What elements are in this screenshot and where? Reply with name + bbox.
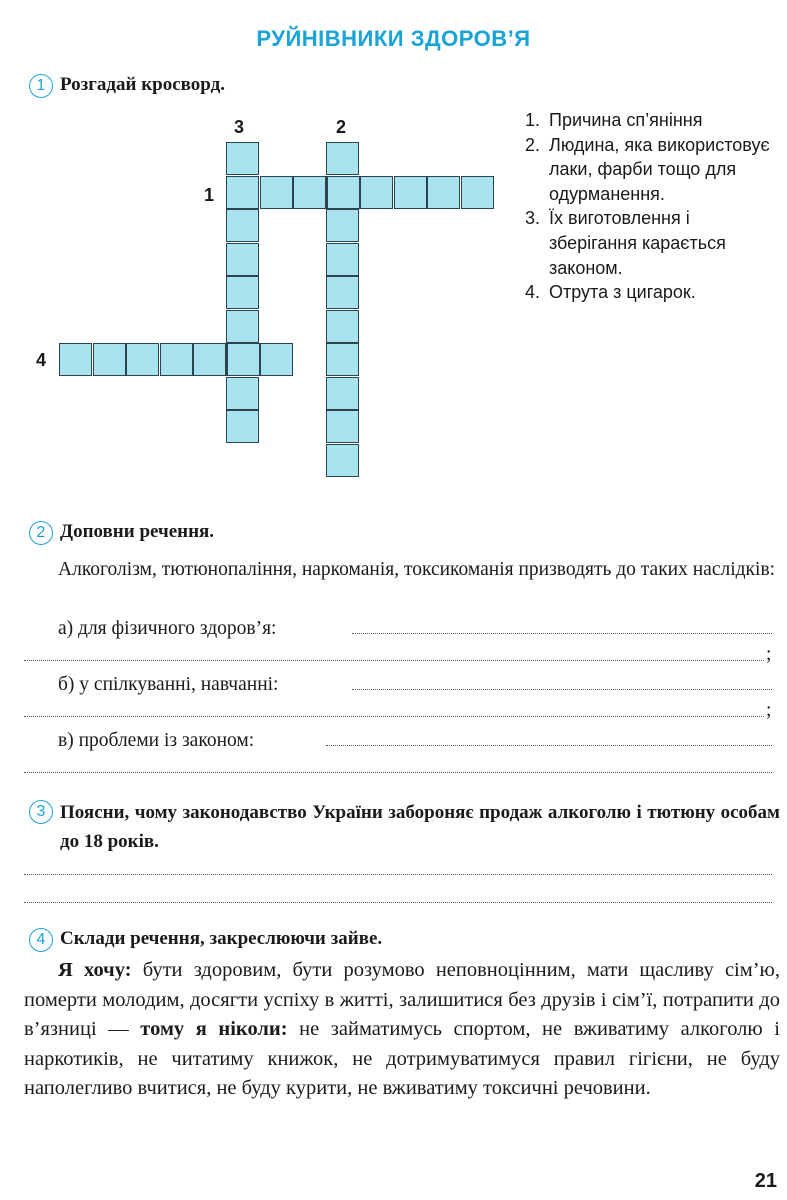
answer-line-c2[interactable]	[24, 772, 772, 773]
crossword-cell-word-3[interactable]	[226, 310, 259, 343]
task-4-lead-1: Я хочу:	[58, 959, 132, 981]
answer-line-3b[interactable]	[24, 902, 772, 903]
crossword-cell-word-2[interactable]	[326, 377, 359, 410]
task-3-title: Поясни, чому законодавство України забороняє продаж алкоголю і тютюну особам до 18 років.	[60, 802, 780, 852]
crossword-cell-word-4[interactable]	[260, 343, 293, 376]
clue-3-number: 3.	[525, 208, 541, 229]
crossword-cell-word-2[interactable]	[326, 209, 359, 242]
task-4-options-1[interactable]: бути здоровим, бути розумово неповноцінним, мати щасливу сім’ю, померти молодим, досягти успіху в житті, залишитися без друзів і сім’ї, потрапити до в’язниці —	[24, 959, 780, 1040]
task-4-title: Склади речення, закреслюючи зайве.	[60, 928, 383, 949]
crossword-cell-word-3[interactable]	[226, 410, 259, 443]
crossword-cell-word-2[interactable]	[326, 142, 359, 175]
crossword-cell-word-4[interactable]	[160, 343, 193, 376]
crossword-cell-word-4[interactable]	[59, 343, 92, 376]
task-2-title: Доповни речення.	[60, 521, 215, 542]
crossword-cell-word-2[interactable]	[326, 343, 359, 376]
crossword-cell-word-4[interactable]	[126, 343, 159, 376]
crossword-cell-word-2[interactable]	[326, 310, 359, 343]
task-2-intro: Алкоголізм, тютюнопаління, наркоманія, токсикоманія призводять до таких наслідків:	[58, 559, 776, 580]
crossword-cell-word-4[interactable]	[193, 343, 226, 376]
crossword-label-2: 2	[336, 117, 347, 137]
crossword-label-3: 3	[234, 117, 245, 137]
task-number-4: 4	[29, 928, 53, 952]
crossword-cell-word-3[interactable]	[226, 377, 259, 410]
clue-2-text: Людина, яка використовує лаки, фарби тощо для одурманення.	[549, 134, 770, 204]
crossword-clues	[525, 108, 780, 305]
crossword-cell-word-3[interactable]	[226, 243, 259, 276]
crossword-cell-word-4[interactable]	[227, 343, 260, 376]
crossword-cell-word-1[interactable]	[461, 176, 494, 209]
crossword-cell-word-1[interactable]	[226, 176, 259, 209]
crossword-cell-word-4[interactable]	[93, 343, 126, 376]
clue-1-text: Причина сп’яніння	[549, 110, 703, 130]
task-number-2: 2	[29, 521, 53, 545]
answer-line-a2[interactable]	[24, 660, 764, 661]
crossword-cell-word-2[interactable]	[326, 444, 359, 477]
task-1-title: Розгадай кросворд.	[60, 74, 225, 95]
task-4-options-2[interactable]: не займатимусь спортом, не вживатиму алкоголю і наркотиків, не читатиму книжок, не дотримуватимуся правил гігієни, не буду наполегливо вчитися, не буду курити, не вживатиму токсичні речовини.	[24, 1018, 780, 1099]
crossword-cell-word-2[interactable]	[326, 410, 359, 443]
answer-line-c1[interactable]	[326, 745, 772, 746]
crossword-cell-word-1[interactable]	[327, 176, 360, 209]
clue-3	[525, 206, 780, 280]
crossword-cell-word-3[interactable]	[226, 276, 259, 309]
crossword-cell-word-1[interactable]	[293, 176, 326, 209]
task-number-3: 3	[29, 800, 53, 824]
answer-line-3a[interactable]	[24, 874, 772, 875]
clue-2-number: 2.	[525, 134, 541, 155]
crossword-cell-word-1[interactable]	[394, 176, 427, 209]
clue-4	[525, 280, 780, 305]
crossword-cell-word-2[interactable]	[326, 276, 359, 309]
task-number-1: 1	[29, 74, 53, 98]
answer-line-a1[interactable]	[352, 633, 772, 634]
answer-line-b1[interactable]	[352, 689, 772, 690]
task-2-item-c-label: в) проблеми із законом:	[58, 730, 255, 751]
answer-line-b2[interactable]	[24, 716, 764, 717]
clue-4-number: 4.	[525, 282, 541, 303]
task-2-item-a-end: ;	[766, 644, 772, 665]
crossword-cell-word-1[interactable]	[260, 176, 293, 209]
crossword-label-1: 1	[204, 185, 215, 205]
clue-2	[525, 133, 780, 207]
crossword-cell-word-2[interactable]	[326, 243, 359, 276]
task-2-item-b-end: ;	[766, 700, 772, 721]
task-2-item-b-label: б) у спілкуванні, навчанні:	[58, 674, 279, 695]
clue-1	[525, 108, 780, 133]
crossword-cell-word-3[interactable]	[226, 209, 259, 242]
crossword-cell-word-1[interactable]	[427, 176, 460, 209]
crossword-cell-word-3[interactable]	[226, 142, 259, 175]
clue-1-number: 1.	[525, 110, 541, 130]
clue-4-text: Отрута з цигарок.	[549, 282, 696, 303]
crossword-cell-word-1[interactable]	[360, 176, 393, 209]
task-4-text	[24, 956, 780, 1104]
page-title: РУЙНІВНИКИ ЗДОРОВ’Я	[256, 26, 531, 51]
clue-3-text: Їх виготовлення і зберігання карається законом.	[549, 208, 726, 278]
task-4-lead-2: тому я ніколи:	[140, 1018, 288, 1040]
crossword-label-4: 4	[36, 350, 47, 370]
task-2-item-a-label: а) для фізичного здоров’я:	[58, 618, 277, 639]
page-number: 21	[754, 1170, 777, 1192]
